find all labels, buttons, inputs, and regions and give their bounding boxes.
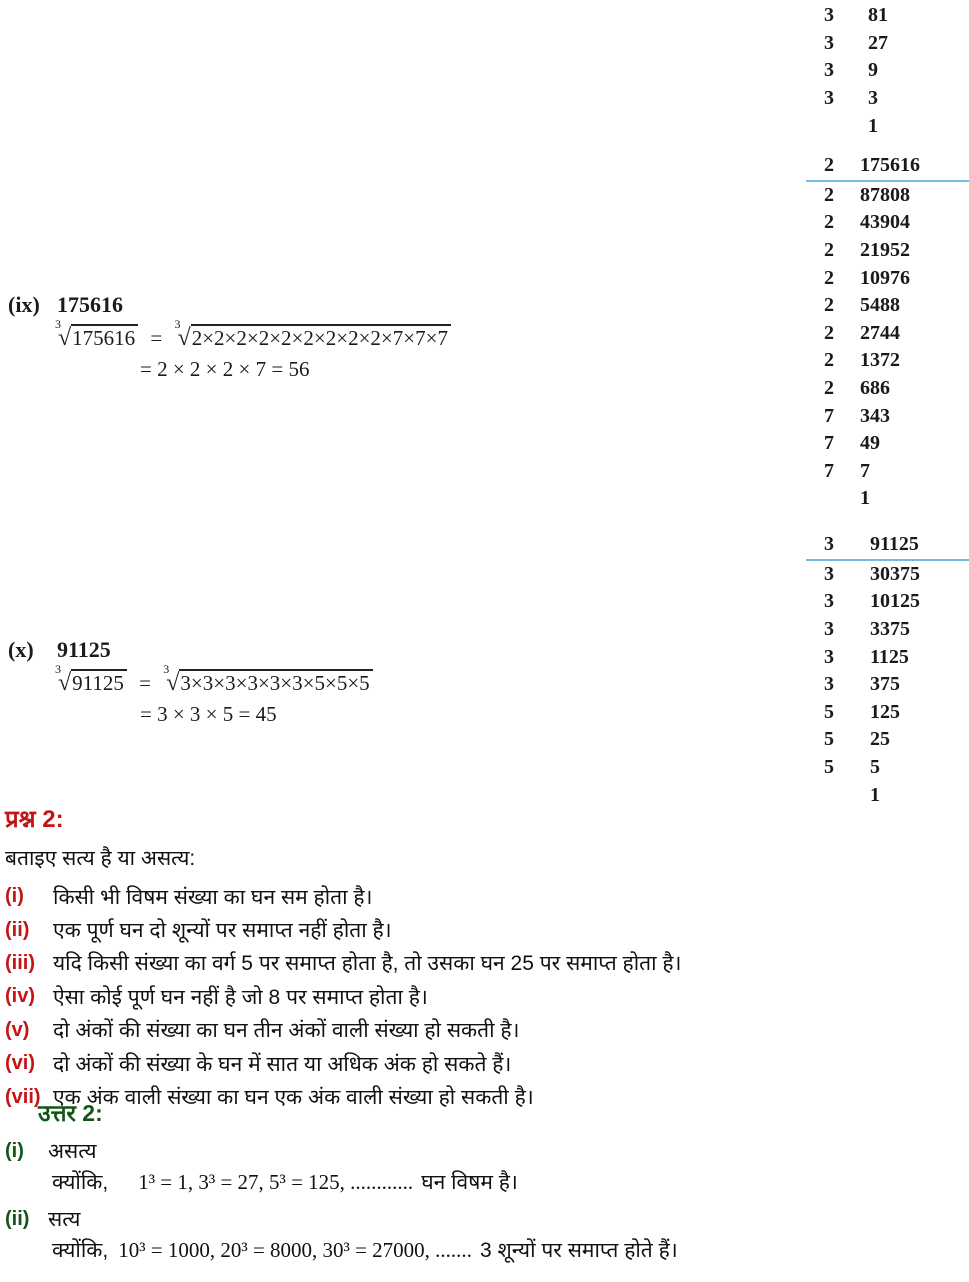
quotient: 1 (868, 114, 878, 137)
factor-row (806, 2, 969, 30)
radical-sign: √ (166, 670, 180, 696)
answer-i-verdict-row (5, 1137, 963, 1165)
quotient: 9 (868, 59, 878, 82)
factor-row (806, 458, 969, 486)
equals-sign: = (139, 671, 151, 695)
answer-heading: उत्तर 2: (38, 1100, 103, 1126)
factor-row (806, 726, 969, 754)
quotient: 686 (860, 377, 890, 400)
quotient: 375 (870, 673, 900, 696)
factor-row (806, 485, 969, 513)
factor-row (806, 57, 969, 85)
factor-row (806, 152, 969, 182)
quotient: 125 (870, 700, 900, 723)
factor-row (806, 264, 969, 292)
solution-ix-label: (ix) (8, 292, 40, 317)
solution-ix-equation (55, 317, 451, 352)
question-item-text: यदि किसी संख्या का वर्ग 5 पर समाप्त होता है, तो उसका घन 25 पर समाप्त होता है। (53, 952, 682, 976)
radical-sign: √ (58, 670, 72, 696)
cube-root-rhs (163, 662, 372, 696)
divisor: 5 (824, 700, 834, 723)
factor-row (806, 699, 969, 727)
divisor: 2 (824, 183, 834, 206)
quotient: 5 (870, 756, 880, 779)
question-heading: प्रश्न 2: (5, 806, 64, 833)
factor-row (806, 292, 969, 320)
quotient: 175616 (860, 154, 920, 177)
quotient: 43904 (860, 211, 910, 234)
factor-row (806, 561, 969, 589)
question-item-text: ऐसा कोई पूर्ण घन नहीं है जो 8 पर समाप्त होता है। (53, 985, 428, 1009)
answer-ii-equation: 10³ = 1000, 20³ = 8000, 30³ = 27000, ....... (118, 1238, 472, 1262)
question-item-text: किसी भी विषम संख्या का घन सम होता है। (53, 885, 373, 909)
factor-row (806, 375, 969, 403)
quotient: 10976 (860, 266, 910, 289)
quotient: 1 (870, 783, 880, 806)
factor-row (806, 643, 969, 671)
quotient: 3375 (870, 618, 910, 641)
root-index: 3 (55, 317, 61, 331)
divisor: 3 (824, 87, 834, 110)
cube-root-lhs (55, 662, 127, 696)
answer-ii-suffix: 3 शून्यों पर समाप्त होते हैं। (479, 1239, 678, 1262)
radicand-lhs: 91125 (71, 669, 127, 695)
quotient: 1372 (860, 349, 900, 372)
question-2-section (5, 802, 963, 1114)
divisor: 3 (824, 59, 834, 82)
quotient: 91125 (870, 533, 919, 556)
factor-ladder-175616 (806, 152, 969, 513)
solution-ix-result: = 2 × 2 × 2 × 7 = 56 (140, 357, 310, 381)
divisor: 7 (824, 459, 834, 482)
question-item (5, 1014, 963, 1047)
divisor: 7 (824, 404, 834, 427)
quotient: 1 (860, 487, 870, 510)
radicand-rhs: 3×3×3×3×3×3×5×5×5 (179, 669, 372, 695)
question-list (5, 880, 963, 1114)
question-item-text: एक अंक वाली संख्या का घन एक अंक वाली संख्या हो सकती है। (53, 1086, 534, 1110)
solution-x-equation (55, 662, 373, 697)
factor-row (806, 182, 969, 210)
divisor: 2 (824, 377, 834, 400)
quotient: 27 (868, 31, 888, 54)
divisor: 5 (824, 756, 834, 779)
answer-item-ii (5, 1205, 963, 1264)
answer-2-section (5, 1096, 963, 1264)
solution-ix-header (8, 292, 451, 318)
factor-row (806, 671, 969, 699)
divisor: 3 (824, 4, 834, 27)
answer-i-verdict: असत्य (48, 1140, 97, 1163)
answer-i-because: क्योंकि, (52, 1171, 109, 1194)
question-item-label: (i) (5, 885, 24, 908)
quotient: 81 (868, 4, 888, 27)
equals-sign: = (150, 326, 163, 350)
factor-row (806, 616, 969, 644)
factor-row (806, 754, 969, 782)
solution-x-label: (x) (8, 637, 34, 662)
question-item (5, 980, 963, 1013)
question-item-label: (vi) (5, 1052, 35, 1075)
factor-row (806, 112, 969, 140)
question-item-label: (v) (5, 1018, 30, 1041)
quotient: 5488 (860, 294, 900, 317)
factor-row (806, 209, 969, 237)
factor-row (806, 402, 969, 430)
question-item-text: दो अंकों की संख्या के घन में सात या अधिक अंक हो सकते हैं। (53, 1052, 512, 1076)
divisor: 3 (824, 673, 834, 696)
solution-x-number: 91125 (57, 637, 111, 662)
root-index: 3 (55, 662, 61, 676)
answer-ii-verdict-row (5, 1205, 963, 1233)
divisor: 3 (824, 618, 834, 641)
divisor: 3 (824, 562, 834, 585)
answer-i-label: (i) (5, 1139, 24, 1162)
factor-row (806, 531, 969, 561)
divisor: 7 (824, 432, 834, 455)
factor-ladder-91125 (806, 531, 969, 809)
divisor: 2 (824, 349, 834, 372)
quotient: 10125 (870, 590, 920, 613)
question-item-text: दो अंकों की संख्या का घन तीन अंकों वाली संख्या हो सकती है। (53, 1019, 520, 1043)
divisor: 3 (824, 645, 834, 668)
cube-root-lhs (55, 317, 138, 351)
quotient: 21952 (860, 239, 910, 262)
divisor: 2 (824, 211, 834, 234)
answer-ii-reason-row (52, 1236, 963, 1264)
question-item-label: (vii) (5, 1085, 41, 1108)
divisor: 2 (824, 294, 834, 317)
root-index: 3 (174, 317, 181, 331)
factor-row (806, 430, 969, 458)
answer-ii-because: क्योंकि, (52, 1239, 109, 1262)
quotient: 30375 (870, 562, 920, 585)
question-item (5, 913, 963, 946)
factor-row (806, 347, 969, 375)
factor-row (806, 588, 969, 616)
divisor: 2 (824, 266, 834, 289)
radicand-rhs: 2×2×2×2×2×2×2×2×2×7×7×7 (191, 324, 451, 350)
radical-sign: √ (58, 325, 72, 351)
quotient: 25 (870, 728, 890, 751)
question-intro: बताइए सत्य है या असत्य: (5, 847, 196, 870)
factor-row (806, 85, 969, 113)
answer-ii-label: (ii) (5, 1207, 30, 1230)
solution-ix (8, 292, 451, 382)
quotient: 49 (860, 432, 880, 455)
answer-i-reason-row (52, 1168, 963, 1196)
solution-x-result: = 3 × 3 × 5 = 45 (140, 702, 277, 726)
divisor: 2 (824, 154, 834, 177)
quotient: 87808 (860, 183, 910, 206)
solution-x (8, 637, 373, 727)
answer-i-equation: 1³ = 1, 3³ = 27, 5³ = 125, ............ (138, 1170, 414, 1194)
answer-ii-verdict: सत्य (48, 1208, 81, 1231)
question-item-label: (ii) (5, 918, 30, 941)
solution-ix-number: 175616 (57, 292, 123, 317)
question-item-label: (iii) (5, 951, 35, 974)
divisor: 2 (824, 239, 834, 262)
divisor: 5 (824, 728, 834, 751)
factor-ladder-81 (806, 2, 969, 140)
quotient: 7 (860, 459, 870, 482)
factor-row (806, 320, 969, 348)
root-index: 3 (163, 662, 170, 676)
solution-x-header (8, 637, 373, 663)
question-item (5, 1047, 963, 1080)
answer-i-suffix: घन विषम है। (421, 1171, 518, 1194)
answer-item-i (5, 1137, 963, 1196)
radical-sign: √ (177, 325, 191, 351)
question-item-text: एक पूर्ण घन दो शून्यों पर समाप्त नहीं होता है। (53, 919, 392, 943)
factor-row (806, 237, 969, 265)
cube-root-rhs (174, 317, 451, 351)
radicand-lhs: 175616 (71, 324, 138, 350)
question-item-label: (iv) (5, 985, 35, 1008)
factor-row (806, 30, 969, 58)
question-item (5, 880, 963, 913)
divisor: 2 (824, 321, 834, 344)
quotient: 343 (860, 404, 890, 427)
quotient: 3 (868, 87, 878, 110)
divisor: 3 (824, 533, 834, 556)
quotient: 2744 (860, 321, 900, 344)
divisor: 3 (824, 590, 834, 613)
question-item (5, 947, 963, 980)
divisor: 3 (824, 31, 834, 54)
quotient: 1125 (870, 645, 909, 668)
